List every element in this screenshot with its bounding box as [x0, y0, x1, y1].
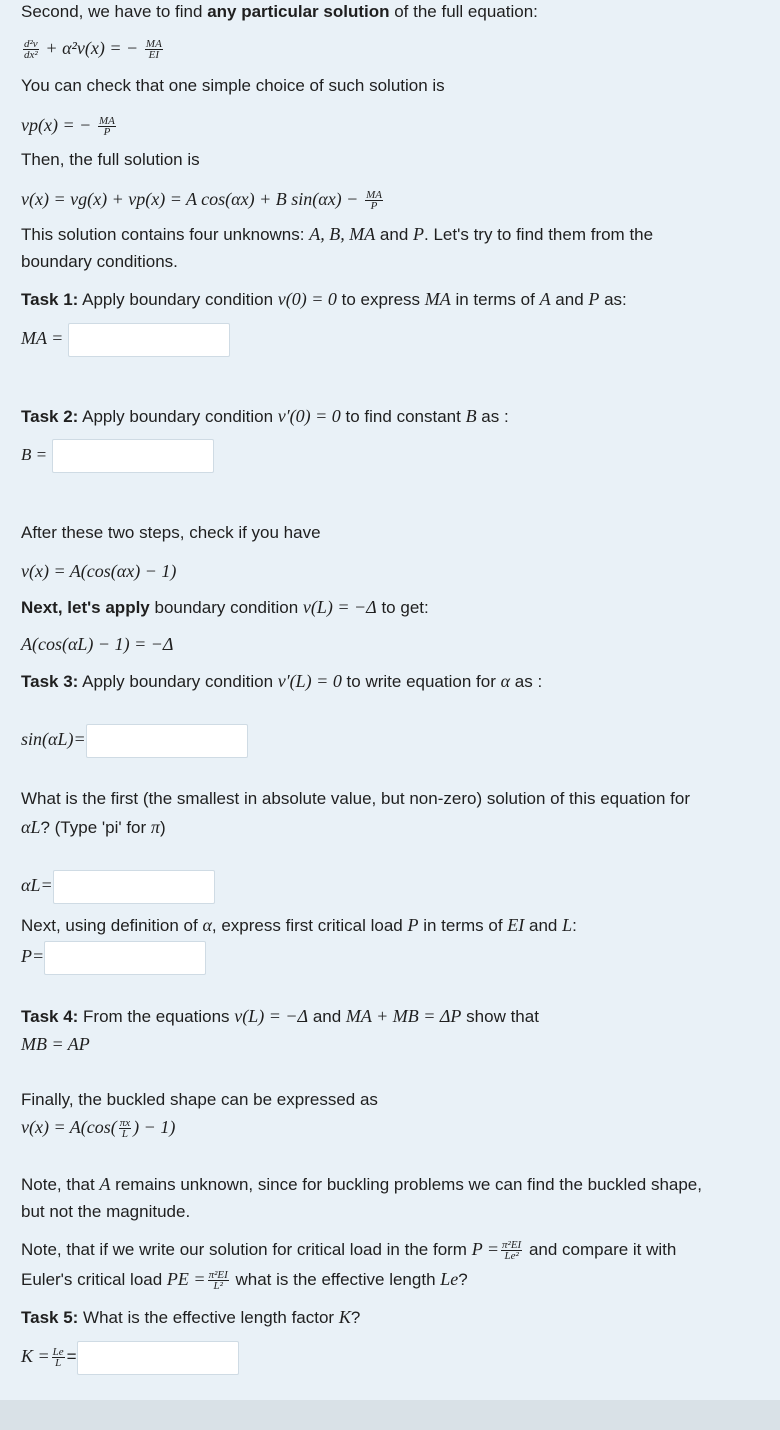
task3-answer-row — [21, 722, 248, 758]
first-solution-line1: What is the first (the smallest in absolute value, but non-zero) solution of this equation for — [21, 789, 691, 808]
pi2ei-l2-fraction: $\frac{\text{π²EI}}{\text{L²}}$ — [208, 1269, 228, 1293]
alphaL-answer-label: αL= — [21, 875, 53, 895]
task5-label: Task 5: — [21, 1308, 79, 1327]
task1-answer-row — [21, 321, 230, 357]
unknowns-vars: A, B, MA — [309, 224, 376, 244]
k-answer-label: K = — [21, 1346, 50, 1366]
task1-label: Task 1: — [21, 290, 79, 309]
full-solution-expr: v(x) = vg(x) + vp(x) = A cos(αx) + B sin(αx) − — [21, 189, 359, 209]
task3-label: Task 3: — [21, 672, 79, 691]
intro-prefix: Second, we have to find — [21, 2, 208, 21]
task1-ma-input[interactable] — [68, 323, 230, 357]
particular-solution — [21, 111, 118, 140]
task4-result: MB = AP — [21, 1034, 90, 1054]
full-solution — [21, 185, 385, 214]
alphaL-answer-row — [21, 868, 215, 904]
task4-label: Task 4: — [21, 1007, 79, 1026]
p-answer-row — [21, 939, 206, 975]
pix-over-l-fraction: $\frac{\pi x}{L}$ — [119, 1117, 131, 1141]
task1-text: Task 1: Apply boundary condition v(0) = 0 to express MA in terms of A and P as: — [21, 289, 627, 309]
task2-answer-row — [21, 438, 214, 473]
ma-ei-fraction: $\frac{MA}{EI}$ — [145, 38, 162, 62]
note1-line2: but not the magnitude. — [21, 1202, 191, 1221]
critical-load-p-input[interactable] — [44, 941, 206, 975]
note1-line1: Note, that A remains unknown, since for buckling problems we can find the buckled shape, — [21, 1174, 702, 1194]
task3-answer-label: sin(αL)= — [21, 729, 86, 749]
effective-length-factor-input[interactable] — [77, 1341, 239, 1375]
task2-answer-label: B = — [21, 445, 48, 464]
p-answer-label: P= — [21, 946, 45, 966]
task5-text: Task 5: What is the effective length factor K? — [21, 1307, 361, 1327]
intro-bold: any particular solution — [207, 2, 390, 21]
unknowns-line1: This solution contains four unknowns: A, B, MA and P. Let's try to find them from the — [21, 224, 654, 244]
intro-text — [21, 0, 538, 26]
v-form-equation: v(x) = A(cos(αx) − 1) — [21, 561, 177, 581]
le-over-l-fraction: $\frac{Le}{L}$ — [52, 1346, 64, 1370]
task1-answer-label: MA = — [21, 328, 64, 348]
after-steps-text: After these two steps, check if you have — [21, 523, 321, 542]
bottom-strip — [0, 1400, 780, 1430]
task2-b-input[interactable] — [52, 439, 214, 473]
task3-sin-input[interactable] — [86, 724, 248, 758]
full-equation-middle: + α²v(x) = − — [45, 38, 139, 58]
alphaL-input[interactable] — [53, 870, 215, 904]
task2-text: Task 2: Apply boundary condition v′(0) = 0 to find constant B as : — [21, 406, 509, 426]
critical-load-text: Next, using definition of α, express first critical load P in terms of EI and L: — [21, 915, 577, 935]
full-equation — [21, 34, 165, 63]
task3-text: Task 3: Apply boundary condition v′(L) = 0 to write equation for α as : — [21, 671, 543, 691]
d2v-fraction: $\frac{\text{d²v}}{\text{dx²}}$ — [24, 38, 38, 62]
next-apply-text: Next, let's apply boundary condition v(L) = −Δ to get: — [21, 597, 429, 617]
delta-equation: A(cos(αL) − 1) = −Δ — [21, 634, 174, 654]
finally-text: Finally, the buckled shape can be expressed as — [21, 1090, 378, 1109]
task2-label: Task 2: — [21, 407, 79, 426]
pi2ei-le2-fraction: $\frac{\text{π²EI}}{\text{Le²}}$ — [502, 1239, 522, 1263]
buckled-shape-equation: v(x) = A(cos( $\frac{\pi x}{L}$ ) − 1) — [21, 1117, 176, 1141]
note2-line1: Note, that if we write our solution for critical load in the form P = $\frac{\text{π²EI}}{\text{Le²}}$ and compare it with — [21, 1239, 677, 1263]
particular-fraction: $\frac{MA}{P}$ — [99, 115, 115, 139]
unknowns-line2: boundary conditions. — [21, 252, 178, 271]
task4-text: Task 4: From the equations v(L) = −Δ and MA + MB = ΔP show that — [21, 1006, 539, 1026]
check-simple-text: You can check that one simple choice of such solution is — [21, 76, 445, 95]
then-full-text: Then, the full solution is — [21, 150, 200, 169]
k-answer-row: K = $\frac{Le}{L}$ = — [21, 1339, 239, 1375]
first-solution-line2: αL? (Type 'pi' for π) — [21, 817, 166, 837]
note2-line2: Euler's critical load PE = $\frac{\text{π²EI}}{\text{L²}}$ what is the effective length Le? — [21, 1269, 468, 1293]
full-solution-fraction: $\frac{MA}{P}$ — [366, 189, 382, 213]
particular-lhs: vp(x) = − — [21, 115, 92, 135]
intro-suffix: of the full equation: — [389, 2, 538, 21]
